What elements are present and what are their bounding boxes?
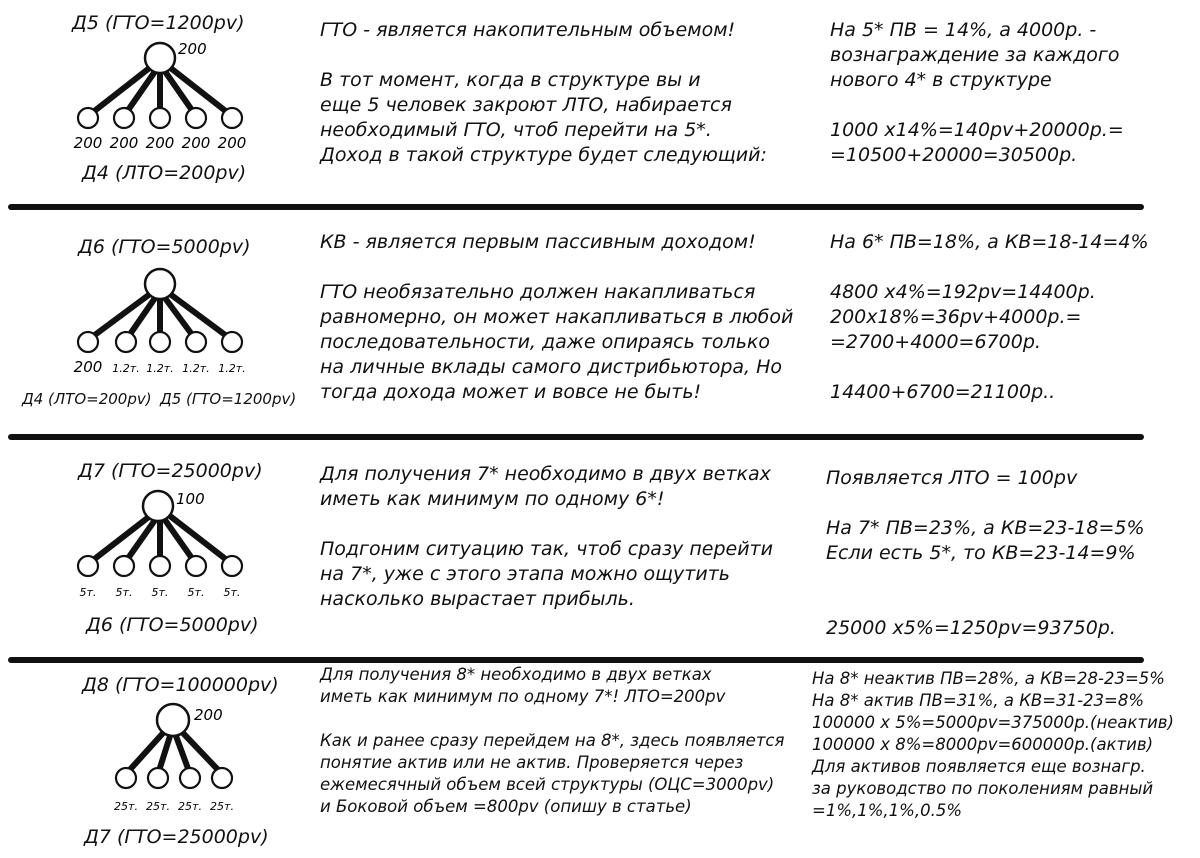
tree-footer: Д7 (ГТО=25000pv): [84, 826, 269, 848]
section-8-star: [0, 664, 1200, 858]
child-value-label: 5т.: [223, 586, 241, 599]
child-value-label: 200: [73, 134, 103, 152]
text-line: На 7* ПВ=23%, а КВ=23-18=5%: [826, 517, 1145, 539]
right-text: [812, 668, 1174, 822]
child-node: [78, 332, 98, 352]
text-line: 100000 х 5%=5000pv=375000р.(неактив): [812, 713, 1174, 732]
text-line: На 8* актив ПВ=31%, а КВ=31-23=8%: [812, 691, 1145, 710]
text-line: Появляется ЛТО = 100pv: [826, 467, 1078, 489]
child-value-label: 25т.: [114, 800, 138, 813]
text-line: [320, 255, 793, 280]
child-node: [150, 332, 170, 352]
tree-title: Д5 (ГТО=1200pv): [72, 12, 245, 34]
section-divider: [8, 434, 1144, 440]
text-line: На 8* неактив ПВ=28%, а КВ=28-23=5%: [812, 669, 1165, 688]
text-line: [826, 491, 1145, 516]
text-line: 14400+6700=21100р..: [830, 381, 1056, 403]
child-node: [150, 108, 170, 128]
root-node: [143, 491, 173, 521]
text-line: и Боковой объем =800pv (опишу в статье): [320, 797, 692, 816]
child-node: [114, 556, 134, 576]
root-node: [145, 43, 175, 73]
text-line: Если есть 5*, то КВ=23-14=9%: [826, 542, 1136, 564]
section-5-star: [0, 0, 1200, 205]
right-text: [826, 466, 1145, 641]
text-line: понятие актив или не актив. Проверяется через: [320, 753, 744, 772]
child-node: [116, 332, 136, 352]
text-line: =2700+4000=6700р.: [830, 331, 1041, 353]
text-line: необходимый ГТО, чтоб перейти на 5*.: [320, 119, 712, 141]
child-value-label: 1.2т.: [146, 362, 174, 375]
text-line: [320, 708, 784, 730]
text-line: нового 4* в структуре: [830, 69, 1052, 91]
text-line: иметь как минимум по одному 7*! ЛТО=200pv: [320, 687, 726, 706]
child-value-label: 5т.: [187, 586, 205, 599]
root-value-label: 200: [178, 40, 207, 58]
child-node: [186, 556, 206, 576]
text-line: В тот момент, когда в структуре вы и: [320, 69, 701, 91]
child-node: [222, 332, 242, 352]
child-node: [212, 768, 232, 788]
section-divider: [8, 204, 1144, 210]
tree-footer-right: Д5 (ГТО=1200pv): [160, 390, 297, 408]
text-line: Как и ранее сразу перейдем на 8*, здесь появляется: [320, 731, 785, 750]
text-line: 25000 х5%=1250pv=93750р.: [826, 617, 1116, 639]
child-node: [148, 768, 168, 788]
child-node: [186, 332, 206, 352]
middle-text: [320, 18, 767, 168]
child-value-label: 25т.: [210, 800, 234, 813]
text-line: Для получения 8* необходимо в двух ветках: [320, 665, 712, 684]
text-line: На 5* ПВ = 14%, а 4000р. -: [830, 19, 1097, 41]
child-value-label: 5т.: [115, 586, 133, 599]
middle-text: [320, 664, 784, 818]
middle-text: [320, 230, 793, 405]
text-line: ГТО необязательно должен накапливаться: [320, 281, 756, 303]
child-value-label: 1.2т.: [218, 362, 246, 375]
child-node: [116, 768, 136, 788]
structure-tree-diagram: [60, 702, 300, 842]
text-line: 4800 х4%=192pv=14400р.: [830, 281, 1096, 303]
text-line: за руководство по поколениям равный: [812, 779, 1154, 798]
tree-title: Д7 (ГТО=25000pv): [78, 460, 263, 482]
child-value-label: 200: [181, 134, 211, 152]
text-line: последовательности, даже опираясь только: [320, 331, 770, 353]
text-line: на личные вклады самого дистрибьютора, Но: [320, 356, 783, 378]
text-line: =1%,1%,1%,0.5%: [812, 801, 963, 820]
tree-title: Д8 (ГТО=100000pv): [82, 674, 279, 696]
text-line: на 7*, уже с этого этапа можно ощутить: [320, 563, 730, 585]
text-line: На 6* ПВ=18%, а КВ=18-14=4%: [830, 231, 1149, 253]
text-line: [826, 591, 1145, 616]
child-node: [78, 108, 98, 128]
child-value-label: 1.2т.: [182, 362, 210, 375]
text-line: КВ - является первым пассивным доходом!: [320, 231, 756, 253]
text-line: [320, 43, 767, 68]
structure-tree-diagram: [40, 490, 280, 630]
text-line: 200х18%=36pv+4000р.=: [830, 306, 1082, 328]
child-node: [150, 556, 170, 576]
right-text: [830, 18, 1124, 168]
child-node: [180, 768, 200, 788]
child-value-label: 5т.: [79, 586, 97, 599]
text-line: Для активов появляется еще вознагр.: [812, 757, 1146, 776]
structure-tree-diagram: [40, 40, 280, 180]
text-line: иметь как минимум по одному 6*!: [320, 488, 665, 510]
text-line: равномерно, он может накапливаться в любой: [320, 306, 794, 328]
section-divider: [8, 657, 1144, 663]
tree-footer: Д4 (ЛТО=200pv): [82, 162, 247, 184]
text-line: Подгоним ситуацию так, чтоб сразу перейти: [320, 538, 773, 560]
text-line: [830, 255, 1149, 280]
text-line: Для получения 7* необходимо в двух ветках: [320, 463, 771, 485]
text-line: ежемесячный объем всей структуры (ОЦС=3000pv): [320, 775, 775, 794]
text-line: вознаграждение за каждого: [830, 44, 1120, 66]
text-line: 100000 х 8%=8000pv=600000р.(актив): [812, 735, 1154, 754]
text-line: 1000 х14%=140pv+20000р.=: [830, 119, 1124, 141]
text-line: =10500+20000=30500р.: [830, 144, 1078, 166]
text-line: тогда дохода может и вовсе не быть!: [320, 381, 702, 403]
child-value-label: 25т.: [178, 800, 202, 813]
section-7-star: [0, 442, 1200, 657]
child-value-label: 25т.: [146, 800, 170, 813]
text-line: [826, 566, 1145, 591]
text-line: [830, 93, 1124, 118]
right-text: [830, 230, 1149, 405]
text-line: еще 5 человек закроют ЛТО, набирается: [320, 94, 732, 116]
root-value-label: 200: [194, 706, 223, 724]
child-value-label: 1.2т.: [112, 362, 140, 375]
text-line: ГТО - является накопительным объемом!: [320, 19, 736, 41]
child-value-label: 200: [145, 134, 175, 152]
text-line: Доход в такой структуре будет следующий:: [320, 144, 767, 166]
child-node: [222, 108, 242, 128]
section-6-star: [0, 212, 1200, 434]
text-line: [830, 355, 1149, 380]
child-node: [186, 108, 206, 128]
child-node: [114, 108, 134, 128]
root-node: [157, 704, 189, 736]
tree-footer-left: Д4 (ЛТО=200pv): [22, 390, 152, 408]
child-value-label: 200: [73, 358, 103, 376]
child-node: [78, 556, 98, 576]
root-node: [145, 269, 175, 299]
root-value-label: 100: [176, 490, 205, 508]
text-line: [320, 512, 773, 537]
child-node: [222, 556, 242, 576]
tree-title: Д6 (ГТО=5000pv): [78, 236, 251, 258]
structure-tree-diagram: [40, 268, 300, 408]
child-value-label: 5т.: [151, 586, 169, 599]
child-value-label: 200: [217, 134, 247, 152]
tree-footer: Д6 (ГТО=5000pv): [86, 614, 259, 636]
child-value-label: 200: [109, 134, 139, 152]
text-line: насколько вырастает прибыль.: [320, 588, 635, 610]
middle-text: [320, 462, 773, 612]
